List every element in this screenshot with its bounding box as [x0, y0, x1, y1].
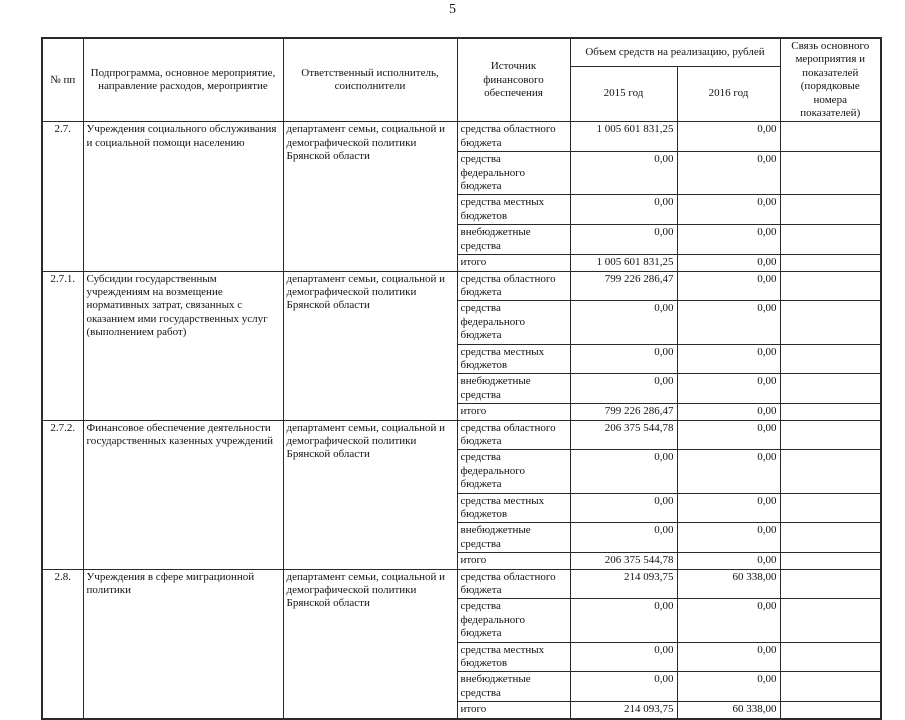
amount-2016-cell: 0,00 [677, 642, 780, 672]
link-cell [780, 523, 881, 553]
row-num: 2.7.2. [42, 420, 83, 569]
source-cell: средства местных бюджетов [457, 642, 570, 672]
link-cell [780, 420, 881, 450]
source-cell: средства областного бюджета [457, 122, 570, 152]
amount-2016-cell: 0,00 [677, 225, 780, 255]
link-cell [780, 195, 881, 225]
amount-2016-cell: 0,00 [677, 271, 780, 301]
link-cell [780, 702, 881, 719]
amount-2016-cell: 0,00 [677, 374, 780, 404]
source-cell: средства областного бюджета [457, 420, 570, 450]
link-cell [780, 152, 881, 195]
header-num: № пп [42, 38, 83, 122]
source-cell: средства федерального бюджета [457, 599, 570, 642]
header-executor: Ответственный исполнитель, соисполнители [283, 38, 457, 122]
executor-cell: департамент семьи, социальной и демографической политики Брянской области [283, 420, 457, 569]
amount-2016-cell: 0,00 [677, 420, 780, 450]
program-cell: Учреждения в сфере миграционной политики [83, 569, 283, 719]
amount-2015-cell: 0,00 [570, 152, 677, 195]
link-cell [780, 553, 881, 569]
amount-2016-cell: 0,00 [677, 493, 780, 523]
link-cell [780, 374, 881, 404]
header-2016: 2016 год [677, 66, 780, 122]
source-cell: средства областного бюджета [457, 271, 570, 301]
source-cell: средства местных бюджетов [457, 344, 570, 374]
amount-2015-cell: 0,00 [570, 195, 677, 225]
source-cell: внебюджетные средства [457, 374, 570, 404]
total-label-cell: итого [457, 255, 570, 271]
source-cell: средства федерального бюджета [457, 301, 570, 344]
amount-2015-cell: 0,00 [570, 493, 677, 523]
row-num: 2.7. [42, 122, 83, 271]
total-label-cell: итого [457, 702, 570, 719]
header-program: Подпрограмма, основное мероприятие, направление расходов, мероприятие [83, 38, 283, 122]
link-cell [780, 122, 881, 152]
link-cell [780, 450, 881, 493]
source-cell: внебюджетные средства [457, 225, 570, 255]
total-2015-cell: 214 093,75 [570, 702, 677, 719]
link-cell [780, 344, 881, 374]
link-cell [780, 569, 881, 599]
total-2016-cell: 0,00 [677, 404, 780, 420]
source-cell: внебюджетные средства [457, 672, 570, 702]
row-num: 2.8. [42, 569, 83, 719]
source-cell: средства местных бюджетов [457, 195, 570, 225]
amount-2016-cell: 0,00 [677, 672, 780, 702]
amount-2015-cell: 0,00 [570, 374, 677, 404]
header-link: Связь основного мероприятия и показателей (порядковые номера показателей) [780, 38, 881, 122]
amount-2015-cell: 206 375 544,78 [570, 420, 677, 450]
amount-2015-cell: 214 093,75 [570, 569, 677, 599]
source-cell: внебюджетные средства [457, 523, 570, 553]
link-cell [780, 404, 881, 420]
amount-2016-cell: 0,00 [677, 195, 780, 225]
program-cell: Субсидии государственным учреждениям на возмещение нормативных затрат, связанных с оказанием ими государственных услуг (выполнением работ) [83, 271, 283, 420]
amount-2016-cell: 0,00 [677, 122, 780, 152]
amount-2015-cell: 0,00 [570, 523, 677, 553]
total-label-cell: итого [457, 553, 570, 569]
budget-table [41, 37, 882, 720]
link-cell [780, 493, 881, 523]
source-cell: средства областного бюджета [457, 569, 570, 599]
amount-2016-cell: 0,00 [677, 301, 780, 344]
link-cell [780, 255, 881, 271]
amount-2015-cell: 799 226 286,47 [570, 271, 677, 301]
total-2015-cell: 799 226 286,47 [570, 404, 677, 420]
source-cell: средства местных бюджетов [457, 493, 570, 523]
amount-2015-cell: 1 005 601 831,25 [570, 122, 677, 152]
total-label-cell: итого [457, 404, 570, 420]
amount-2016-cell: 0,00 [677, 152, 780, 195]
header-volume: Объем средств на реализацию, рублей [570, 38, 780, 66]
amount-2015-cell: 0,00 [570, 599, 677, 642]
amount-2015-cell: 0,00 [570, 672, 677, 702]
amount-2015-cell: 0,00 [570, 301, 677, 344]
total-2015-cell: 1 005 601 831,25 [570, 255, 677, 271]
executor-cell: департамент семьи, социальной и демографической политики Брянской области [283, 271, 457, 420]
total-2016-cell: 0,00 [677, 255, 780, 271]
link-cell [780, 642, 881, 672]
amount-2016-cell: 60 338,00 [677, 569, 780, 599]
total-2016-cell: 0,00 [677, 553, 780, 569]
amount-2016-cell: 0,00 [677, 599, 780, 642]
link-cell [780, 301, 881, 344]
total-2016-cell: 60 338,00 [677, 702, 780, 719]
link-cell [780, 599, 881, 642]
executor-cell: департамент семьи, социальной и демографической политики Брянской области [283, 122, 457, 271]
amount-2016-cell: 0,00 [677, 344, 780, 374]
source-cell: средства федерального бюджета [457, 152, 570, 195]
link-cell [780, 225, 881, 255]
amount-2015-cell: 0,00 [570, 225, 677, 255]
amount-2016-cell: 0,00 [677, 450, 780, 493]
amount-2015-cell: 0,00 [570, 344, 677, 374]
program-cell: Учреждения социального обслуживания и социальной помощи населению [83, 122, 283, 271]
page-number: 5 [449, 2, 456, 17]
link-cell [780, 271, 881, 301]
amount-2015-cell: 0,00 [570, 450, 677, 493]
source-cell: средства федерального бюджета [457, 450, 570, 493]
header-2015: 2015 год [570, 66, 677, 122]
executor-cell: департамент семьи, социальной и демографической политики Брянской области [283, 569, 457, 719]
header-source: Источник финансового обеспечения [457, 38, 570, 122]
amount-2016-cell: 0,00 [677, 523, 780, 553]
total-2015-cell: 206 375 544,78 [570, 553, 677, 569]
row-num: 2.7.1. [42, 271, 83, 420]
link-cell [780, 672, 881, 702]
amount-2015-cell: 0,00 [570, 642, 677, 672]
program-cell: Финансовое обеспечение деятельности государственных казенных учреждений [83, 420, 283, 569]
